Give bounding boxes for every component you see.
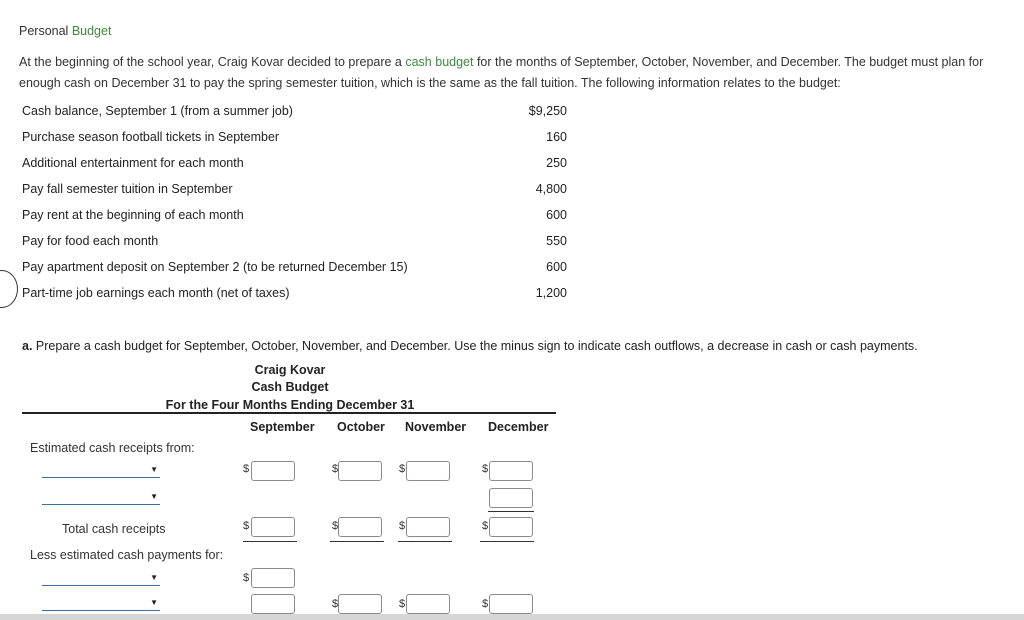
info-label: Pay apartment deposit on September 2 (to be returned December 15) xyxy=(22,260,408,274)
receipt-sep-input[interactable] xyxy=(251,461,295,481)
info-value: 600 xyxy=(546,260,567,274)
dropdown-arrow-icon: ▼ xyxy=(150,492,158,501)
info-label: Pay rent at the beginning of each month xyxy=(22,208,244,222)
info-value: 550 xyxy=(546,234,567,248)
info-label: Part-time job earnings each month (net of taxes) xyxy=(22,286,290,300)
dollar-sign: $ xyxy=(399,463,406,475)
payment-sep-input-2[interactable] xyxy=(251,594,295,614)
dollar-sign: $ xyxy=(482,598,489,610)
info-value: 1,200 xyxy=(535,286,567,300)
dollar-sign: $ xyxy=(243,463,250,475)
receipt-dec-input[interactable] xyxy=(489,461,533,481)
payment-item-select[interactable] xyxy=(42,571,160,586)
budget-period: For the Four Months Ending December 31 xyxy=(165,398,415,412)
info-row xyxy=(22,234,567,260)
info-row xyxy=(22,260,567,286)
question-a: a. Prepare a cash budget for September, October, November, and December. Use the minus sign to indicate cash outflows, a decrease in cash or cash payments. xyxy=(22,339,918,353)
info-label: Additional entertainment for each month xyxy=(22,156,244,170)
receipts-section-label: Estimated cash receipts from: xyxy=(30,441,195,455)
info-row xyxy=(22,182,567,208)
dropdown-arrow-icon: ▼ xyxy=(150,573,158,582)
dollar-sign: $ xyxy=(332,598,339,610)
payment-oct-input[interactable] xyxy=(338,594,382,614)
info-row xyxy=(22,130,567,156)
cash-budget-link[interactable]: cash budget xyxy=(405,55,474,69)
info-label: Cash balance, September 1 (from a summer job) xyxy=(22,104,293,118)
info-value: 600 xyxy=(546,208,567,222)
info-value: 160 xyxy=(546,130,567,144)
receipt-item-select[interactable] xyxy=(42,463,160,478)
receipt-nov-input[interactable] xyxy=(406,461,450,481)
dollar-sign: $ xyxy=(332,463,339,475)
payments-section-label: Less estimated cash payments for: xyxy=(30,548,224,562)
payment-item-select[interactable] xyxy=(42,596,160,611)
total-receipts-oct-input[interactable] xyxy=(338,517,382,537)
payment-sep-input[interactable] xyxy=(251,568,295,588)
info-label: Pay for food each month xyxy=(22,234,159,248)
budget-link[interactable]: Budget xyxy=(71,24,112,38)
dollar-sign: $ xyxy=(399,598,406,610)
column-header-november: November xyxy=(405,420,467,434)
dollar-sign: $ xyxy=(243,520,250,532)
total-receipts-nov-input[interactable] xyxy=(406,517,450,537)
info-row xyxy=(22,156,567,182)
info-row xyxy=(22,286,567,312)
info-row xyxy=(22,208,567,234)
info-label: Purchase season football tickets in September xyxy=(22,130,280,144)
header-rule xyxy=(22,412,556,414)
total-receipts-dec-input[interactable] xyxy=(489,517,533,537)
dollar-sign: $ xyxy=(482,520,489,532)
horizontal-scrollbar[interactable] xyxy=(0,614,1024,620)
intro-paragraph: At the beginning of the school year, Craig Kovar decided to prepare a cash budget for the months of September, October, November, and December. The budget must plan for enough cash on December 31 to pay the spring semester tuition, which is the same as the fall tuition. The following information relates to the budget: xyxy=(19,55,984,90)
budget-name: Craig Kovar xyxy=(254,363,326,377)
info-value: 250 xyxy=(546,156,567,170)
total-underline xyxy=(480,541,534,542)
dollar-sign: $ xyxy=(399,520,406,532)
payment-nov-input[interactable] xyxy=(406,594,450,614)
total-receipts-sep-input[interactable] xyxy=(251,517,295,537)
total-underline xyxy=(330,541,384,542)
sum-underline xyxy=(488,511,534,512)
dollar-sign: $ xyxy=(332,520,339,532)
receipt-oct-input[interactable] xyxy=(338,461,382,481)
budget-title: Cash Budget xyxy=(251,380,329,394)
column-header-september: September xyxy=(250,420,315,434)
row-marker-circle xyxy=(0,270,18,308)
dropdown-arrow-icon: ▼ xyxy=(150,465,158,474)
dollar-sign: $ xyxy=(243,572,250,584)
total-underline xyxy=(398,541,452,542)
total-cash-receipts-label: Total cash receipts xyxy=(62,522,166,536)
page-title: Personal Budget xyxy=(19,24,112,38)
payment-dec-input[interactable] xyxy=(489,594,533,614)
column-header-october: October xyxy=(337,420,385,434)
dollar-sign: $ xyxy=(482,463,489,475)
total-underline xyxy=(243,541,297,542)
dropdown-arrow-icon: ▼ xyxy=(150,598,158,607)
info-row xyxy=(22,104,567,130)
info-value: $9,250 xyxy=(528,104,567,118)
receipt-dec-input-2[interactable] xyxy=(489,488,533,508)
column-header-december: December xyxy=(488,420,549,434)
info-value: 4,800 xyxy=(535,182,567,196)
info-label: Pay fall semester tuition in September xyxy=(22,182,233,196)
receipt-item-select[interactable] xyxy=(42,490,160,505)
